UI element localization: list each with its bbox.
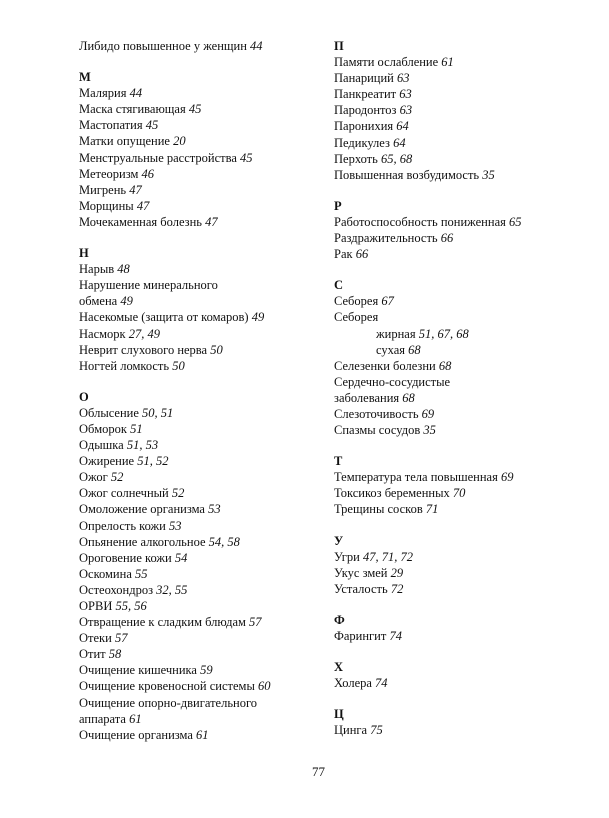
index-entry-pages: 47, 71, 72 (362, 549, 413, 564)
index-entry-term: заболевания (334, 390, 400, 405)
index-entry-pages: 54, 58 (208, 534, 240, 549)
index-entry-pages: 46 (141, 166, 154, 181)
index-entry-term: Ожог (79, 470, 108, 485)
index-entry (79, 501, 329, 517)
index-entry-term: Очищение опорно-двигательного (79, 695, 258, 710)
index-entry-pages: 68 (438, 358, 452, 373)
index-entry-term: Малярия (79, 86, 127, 101)
index-entry (334, 406, 594, 422)
index-entry-pages: 61 (129, 711, 142, 726)
index-section-letter: П (334, 39, 344, 53)
index-entry-pages: 66 (440, 231, 454, 246)
index-entry-pages: 32, 55 (156, 582, 188, 597)
index-entry-pages: 63 (399, 87, 412, 102)
index-entry-pages: 49 (251, 310, 265, 325)
index-entry (79, 582, 329, 598)
index-entry-term: Опьянение алкогольное (79, 534, 206, 549)
index-entry (334, 102, 594, 118)
index-entry-term: Остеохондроз (79, 582, 154, 597)
index-entry-pages: 63 (396, 71, 410, 86)
index-entry-pages: 68 (408, 342, 421, 357)
index-entry-pages: 64 (396, 119, 409, 134)
index-section-letter: С (334, 278, 344, 293)
index-entry (334, 151, 594, 167)
index-entry-term: Холера (334, 676, 372, 691)
index-entry-pages: 58 (108, 647, 122, 662)
index-entry-pages: 53 (168, 518, 182, 533)
index-entry-term: аппарата (79, 711, 126, 726)
index-entry (334, 118, 594, 134)
index-entry (79, 101, 329, 117)
index-entry (334, 342, 594, 358)
index-entry-term: Себорея (334, 310, 379, 325)
index-entry-term: жирная (376, 326, 416, 341)
index-entry (79, 38, 329, 54)
index-entry (79, 469, 329, 485)
index-entry-term: Себорея (334, 294, 379, 309)
index-entry (79, 133, 329, 149)
index-entry (79, 261, 329, 277)
index-entry (79, 214, 329, 230)
index-entry-term: Педикулез (334, 135, 390, 150)
index-entry-term: Маска стягивающая (79, 102, 186, 117)
index-entry (334, 628, 594, 644)
index-entry (79, 421, 329, 437)
index-entry-term: Обморок (79, 421, 127, 436)
index-entry-pages: 52 (171, 486, 185, 501)
index-entry (79, 117, 329, 133)
index-entry (334, 293, 594, 309)
index-entry-term: Ожирение (79, 454, 135, 469)
index-entry-pages: 47 (205, 214, 218, 229)
index-entry-pages: 48 (117, 262, 130, 277)
index-entry (79, 453, 329, 469)
index-entry-pages: 60 (257, 679, 271, 694)
index-entry-pages: 45 (145, 118, 159, 133)
index-entry (79, 437, 329, 453)
index-entry (79, 678, 329, 694)
index-entry (334, 167, 594, 183)
page-number: 77 (312, 764, 325, 779)
index-entry-term: Рак (334, 247, 353, 262)
index-entry (334, 581, 594, 597)
index-entry-term: Температура тела повышенная (334, 470, 498, 485)
index-entry-pages: 55, 56 (115, 599, 147, 613)
index-entry-pages: 47 (136, 198, 150, 213)
index-entry-pages: 52 (110, 470, 124, 485)
index-entry-pages: 75 (370, 723, 383, 738)
index-entry-pages: 47 (129, 182, 142, 197)
index-entry-pages: 69 (421, 406, 435, 421)
index-entry (79, 727, 329, 743)
index-entry-term: Памяти ослабление (334, 55, 439, 70)
index-section-letter: О (79, 389, 89, 404)
index-entry-term: Нарушение минерального (79, 278, 218, 293)
index-entry (79, 711, 329, 727)
index-entry-term: Спазмы сосудов (334, 423, 421, 438)
index-section-letter: Х (334, 660, 344, 675)
index-entry (79, 695, 329, 711)
index-entry (79, 182, 329, 198)
index-entry-term: Нарыв (79, 262, 115, 277)
index-entry-pages: 67 (381, 294, 394, 309)
index-entry-term: Опрелость кожи (79, 518, 166, 533)
index-entry (334, 469, 594, 485)
index-entry-pages: 51 (130, 421, 143, 436)
index-entry (334, 675, 594, 691)
index-section-letter: Р (334, 198, 342, 213)
index-section-letter: Ф (334, 612, 345, 627)
index-entry-pages: 44 (129, 86, 143, 101)
index-entry (79, 485, 329, 501)
index-entry (79, 166, 329, 182)
index-entry-pages: 70 (452, 486, 466, 501)
index-entry-pages: 44 (250, 39, 263, 53)
index-entry-pages: 35 (482, 167, 495, 182)
index-entry (334, 565, 594, 581)
index-entry-term: Усталость (334, 581, 388, 596)
index-entry-term: Работоспособность пониженная (334, 214, 506, 229)
index-entry-pages: 64 (393, 135, 406, 150)
index-entry (334, 390, 594, 406)
index-entry-term: Отвращение к сладким блюдам (79, 615, 246, 630)
index-entry (79, 326, 329, 342)
index-entry-pages: 49 (120, 294, 133, 309)
index-entry (79, 534, 329, 550)
index-entry-term: Мочекаменная болезнь (79, 214, 202, 229)
index-entry (79, 646, 329, 662)
index-entry-pages: 51, 53 (126, 438, 159, 453)
index-entry-pages: 53 (208, 502, 221, 517)
index-entry-term: Раздражительность (334, 231, 438, 246)
index-entry-term: ОРВИ (79, 599, 113, 613)
index-entry-term: Слезоточивость (334, 406, 419, 421)
index-entry (79, 198, 329, 214)
index-entry-term: Неврит слухового нерва (79, 342, 208, 357)
index-entry (334, 309, 594, 325)
index-entry (334, 135, 594, 151)
index-entry-term: Трещины сосков (334, 502, 423, 517)
index-entry-term: Отит (79, 647, 106, 662)
index-entry-pages: 51, 67, 68 (418, 326, 469, 341)
index-entry (79, 150, 329, 166)
index-entry (334, 358, 594, 374)
index-column-left (79, 38, 329, 743)
index-entry-pages: 72 (390, 581, 404, 596)
index-entry-pages: 54 (174, 550, 188, 565)
index-entry (334, 70, 594, 86)
index-section-letter: Т (334, 454, 343, 469)
index-entry (79, 630, 329, 646)
index-entry-term: Насекомые (защита от комаров) (79, 310, 249, 325)
index-entry (334, 246, 594, 262)
index-entry-pages: 68 (402, 390, 415, 405)
index-entry (334, 214, 594, 230)
index-entry-pages: 74 (375, 676, 388, 691)
index-entry-term: Очищение кровеносной системы (79, 679, 255, 694)
index-entry-pages: 57 (114, 631, 128, 646)
index-entry (334, 485, 594, 501)
index-entry-pages: 61 (196, 727, 209, 742)
index-entry-term: Сердечно-сосудистые (334, 374, 451, 389)
index-entry-pages: 66 (355, 247, 369, 262)
index-entry-pages: 71 (425, 502, 439, 517)
index-entry (79, 342, 329, 358)
index-entry-pages: 20 (173, 134, 186, 149)
index-entry-pages: 69 (500, 470, 514, 485)
index-entry-pages: 27, 49 (128, 326, 160, 341)
index-entry-pages: 29 (390, 565, 404, 580)
index-entry (334, 326, 594, 342)
index-entry-term: Очищение кишечника (79, 663, 197, 678)
index-entry (334, 549, 594, 565)
index-section-letter: М (79, 70, 91, 85)
index-entry (334, 230, 594, 246)
index-entry-pages: 63 (399, 103, 413, 118)
index-entry-term: Отеки (79, 631, 112, 646)
index-entry-term: Ногтей ломкость (79, 358, 170, 373)
index-entry (79, 277, 329, 293)
index-entry (79, 405, 329, 421)
index-entry-pages: 74 (389, 629, 402, 643)
index-entry-pages: 50 (172, 358, 185, 373)
index-entry-pages: 45 (188, 102, 202, 117)
index-entry-term: Метеоризм (79, 166, 139, 181)
index-section-letter: У (334, 533, 344, 548)
index-entry (334, 422, 594, 438)
index-entry-pages: 65 (509, 214, 522, 229)
index-entry (79, 662, 329, 678)
index-entry-term: Одышка (79, 438, 124, 453)
index-entry-pages: 55 (135, 566, 148, 581)
index-entry-term: Пародонтоз (334, 103, 397, 118)
index-entry-term: Ороговение кожи (79, 550, 172, 565)
index-entry-term: Облысение (79, 405, 139, 420)
index-entry-pages: 57 (249, 615, 262, 630)
index-entry-term: Панкреатит (334, 87, 397, 102)
index-entry-pages: 59 (200, 663, 213, 678)
index-entry-term: Мастопатия (79, 118, 143, 133)
index-entry-term: сухая (376, 342, 406, 357)
index-entry-term: Очищение организма (79, 727, 193, 742)
index-entry-term: Насморк (79, 326, 126, 341)
index-entry-term: Менструальные расстройства (79, 150, 237, 165)
index-entry (334, 54, 594, 70)
index-entry-pages: 35 (423, 423, 436, 438)
index-section-letter: Н (79, 246, 89, 261)
index-entry-term: Угри (334, 549, 360, 564)
index-entry-pages: 61 (441, 55, 454, 70)
index-entry-term: Цинга (334, 723, 368, 738)
index-entry-term: Оскомина (79, 566, 132, 581)
index-entry (334, 722, 594, 738)
index-entry-term: Укус змей (334, 565, 388, 580)
index-entry-pages: 65, 68 (380, 151, 413, 166)
index-entry-term: Омоложение организма (79, 502, 205, 517)
index-entry (79, 518, 329, 534)
index-entry-term: Либидо повышенное у женщин (79, 39, 247, 53)
index-entry-term: Матки опущение (79, 134, 170, 149)
index-entry (334, 374, 594, 390)
index-column-right (334, 38, 594, 738)
index-entry (334, 501, 594, 517)
index-entry-pages: 50 (210, 342, 223, 357)
index-entry-term: Токсикоз беременных (334, 486, 450, 501)
index-entry-pages: 45 (240, 150, 253, 165)
index-entry-pages: 51, 52 (137, 454, 169, 469)
index-entry-term: Панариций (334, 71, 394, 86)
index-entry-term: Морщины (79, 198, 134, 213)
index-entry (79, 358, 329, 374)
index-entry-term: Перхоть (334, 151, 378, 166)
index-entry-term: Повышенная возбудимость (334, 167, 480, 182)
index-entry-pages: 50, 51 (142, 405, 174, 420)
index-entry-term: Селезенки болезни (334, 358, 436, 373)
index-entry-term: обмена (79, 294, 118, 309)
index-entry (79, 598, 329, 614)
index-entry (79, 614, 329, 630)
index-entry (79, 566, 329, 582)
index-section-letter: Ц (334, 707, 344, 722)
index-entry-term: Паронихия (334, 119, 394, 134)
index-entry-term: Ожог солнечный (79, 486, 169, 501)
index-entry (79, 293, 329, 309)
index-entry (334, 86, 594, 102)
index-entry-term: Мигрень (79, 182, 127, 197)
index-entry (79, 309, 329, 325)
index-entry (79, 85, 329, 101)
index-entry-term: Фарингит (334, 629, 387, 643)
index-entry (79, 550, 329, 566)
